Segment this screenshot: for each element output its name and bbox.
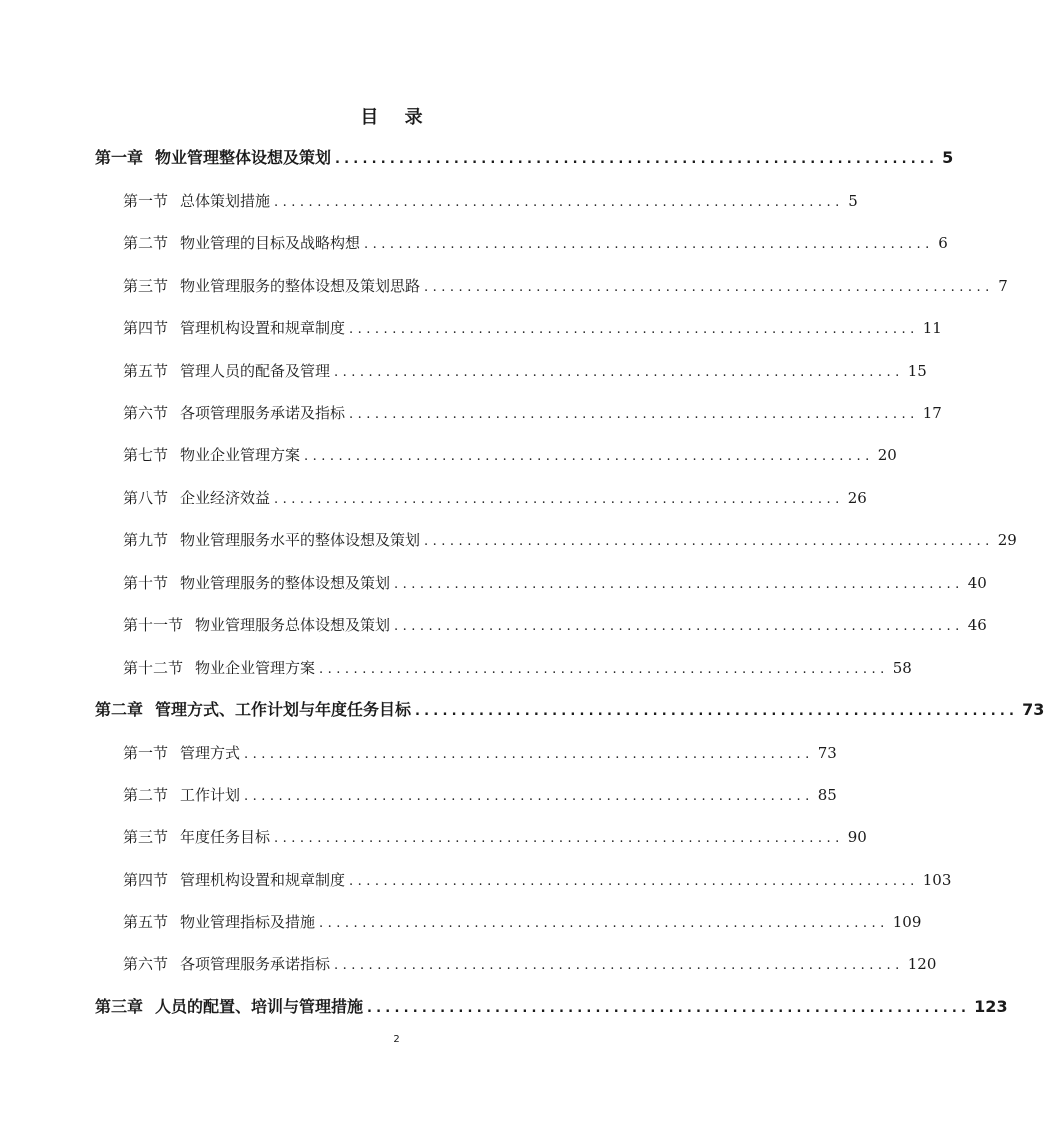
entry-number: 第七节 (123, 446, 169, 464)
entry-page-number: 40 (967, 574, 987, 592)
entry-page-number: 20 (877, 446, 897, 464)
toc-section-entry[interactable] (123, 910, 922, 934)
entry-page-number: 120 (907, 955, 937, 973)
dot-leader: .................................................................. (335, 152, 939, 167)
entry-title: 物业企业管理方案 (180, 446, 301, 464)
toc-section-entry[interactable] (123, 952, 937, 976)
toc-section-entry[interactable] (123, 274, 1008, 298)
entry-number: 第二节 (123, 234, 169, 252)
entry-page-number: 73 (817, 744, 837, 762)
entry-page-number: 58 (892, 659, 912, 677)
dot-leader: .................................................................. (274, 195, 844, 210)
dot-leader: .................................................................. (349, 407, 919, 422)
entry-page-number: 5 (942, 148, 954, 167)
entry-number: 第三节 (123, 828, 169, 846)
entry-title: 各项管理服务承诺指标 (180, 955, 331, 973)
entry-number: 第十节 (123, 574, 169, 592)
entry-title: 物业管理服务的整体设想及策划 (180, 574, 391, 592)
entry-title: 工作计划 (180, 786, 241, 804)
entry-page-number: 17 (922, 404, 942, 422)
entry-page-number: 15 (907, 362, 927, 380)
entry-page-number: 29 (997, 531, 1017, 549)
toc-chapter-entry[interactable] (95, 698, 1044, 722)
dot-leader: .................................................................. (274, 831, 844, 846)
toc-section-entry[interactable] (123, 825, 867, 849)
toc-section-entry[interactable] (123, 656, 912, 680)
toc-chapter-entry[interactable] (95, 995, 1008, 1019)
entry-page-number: 123 (974, 997, 1008, 1016)
entry-number: 第二节 (123, 786, 169, 804)
dot-leader: .................................................................. (415, 704, 1019, 719)
entry-title: 物业管理服务的整体设想及策划思路 (180, 277, 421, 295)
toc-section-entry[interactable] (123, 189, 858, 213)
dot-leader: .................................................................. (244, 747, 814, 762)
entry-number: 第六节 (123, 404, 169, 422)
entry-page-number: 7 (998, 277, 1008, 295)
dot-leader: .................................................................. (367, 1001, 971, 1016)
dot-leader: .................................................................. (349, 322, 919, 337)
toc-section-entry[interactable] (123, 613, 987, 637)
entry-number: 第四节 (123, 871, 169, 889)
entry-page-number: 5 (848, 192, 858, 210)
toc-section-entry[interactable] (123, 401, 942, 425)
dot-leader: .................................................................. (304, 449, 874, 464)
dot-leader: .................................................................. (394, 619, 964, 634)
entry-title: 各项管理服务承诺及指标 (180, 404, 346, 422)
entry-title: 物业管理指标及措施 (180, 913, 316, 931)
entry-number: 第四节 (123, 319, 169, 337)
entry-page-number: 85 (817, 786, 837, 804)
entry-title: 企业经济效益 (180, 489, 271, 507)
entry-number: 第一章 (95, 148, 144, 167)
dot-leader: .................................................................. (424, 280, 994, 295)
entry-title: 总体策划措施 (180, 192, 271, 210)
entry-page-number: 109 (892, 913, 922, 931)
dot-leader: .................................................................. (424, 534, 994, 549)
entry-title: 物业企业管理方案 (195, 659, 316, 677)
entry-number: 第一节 (123, 744, 169, 762)
entry-number: 第八节 (123, 489, 169, 507)
toc-title: 目 录 (360, 107, 433, 128)
toc-section-entry[interactable] (123, 486, 867, 510)
entry-page-number: 46 (967, 616, 987, 634)
entry-title: 物业管理整体设想及策划 (155, 148, 332, 167)
dot-leader: .................................................................. (319, 662, 889, 677)
entry-number: 第十一节 (123, 616, 184, 634)
entry-page-number: 26 (847, 489, 867, 507)
page-number-footer: 2 (393, 1034, 400, 1045)
entry-page-number: 103 (922, 871, 952, 889)
entry-title: 物业管理服务总体设想及策划 (195, 616, 391, 634)
entry-number: 第五节 (123, 913, 169, 931)
entry-title: 物业管理服务水平的整体设想及策划 (180, 531, 421, 549)
entry-page-number: 11 (922, 319, 942, 337)
toc-section-entry[interactable] (123, 741, 837, 765)
entry-number: 第一节 (123, 192, 169, 210)
dot-leader: .................................................................. (244, 789, 814, 804)
entry-number: 第二章 (95, 700, 144, 719)
dot-leader: .................................................................. (394, 577, 964, 592)
entry-title: 管理机构设置和规章制度 (180, 871, 346, 889)
entry-number: 第三节 (123, 277, 169, 295)
dot-leader: .................................................................. (334, 958, 904, 973)
entry-number: 第十二节 (123, 659, 184, 677)
entry-number: 第五节 (123, 362, 169, 380)
entry-title: 人员的配置、培训与管理措施 (155, 997, 364, 1016)
dot-leader: .................................................................. (334, 365, 904, 380)
entry-number: 第九节 (123, 531, 169, 549)
entry-title: 物业管理的目标及战略构想 (180, 234, 361, 252)
dot-leader: .................................................................. (319, 916, 889, 931)
entry-title: 管理方式 (180, 744, 241, 762)
toc-section-entry[interactable] (123, 783, 837, 807)
entry-number: 第六节 (123, 955, 169, 973)
toc-section-entry[interactable] (123, 359, 927, 383)
dot-leader: .................................................................. (274, 492, 844, 507)
entry-page-number: 90 (847, 828, 867, 846)
toc-section-entry[interactable] (123, 443, 897, 467)
toc-section-entry[interactable] (123, 528, 1017, 552)
dot-leader: .................................................................. (364, 237, 934, 252)
toc-section-entry[interactable] (123, 316, 942, 340)
dot-leader: .................................................................. (349, 874, 919, 889)
entry-page-number: 73 (1022, 700, 1044, 719)
toc-section-entry[interactable] (123, 868, 952, 892)
entry-title: 管理方式、工作计划与年度任务目标 (155, 700, 412, 719)
entry-title: 管理机构设置和规章制度 (180, 319, 346, 337)
entry-page-number: 6 (938, 234, 948, 252)
entry-title: 年度任务目标 (180, 828, 271, 846)
toc-section-entry[interactable] (123, 231, 948, 255)
entry-title: 管理人员的配备及管理 (180, 362, 331, 380)
entry-number: 第三章 (95, 997, 144, 1016)
toc-section-entry[interactable] (123, 571, 987, 595)
toc-chapter-entry[interactable] (95, 146, 954, 170)
